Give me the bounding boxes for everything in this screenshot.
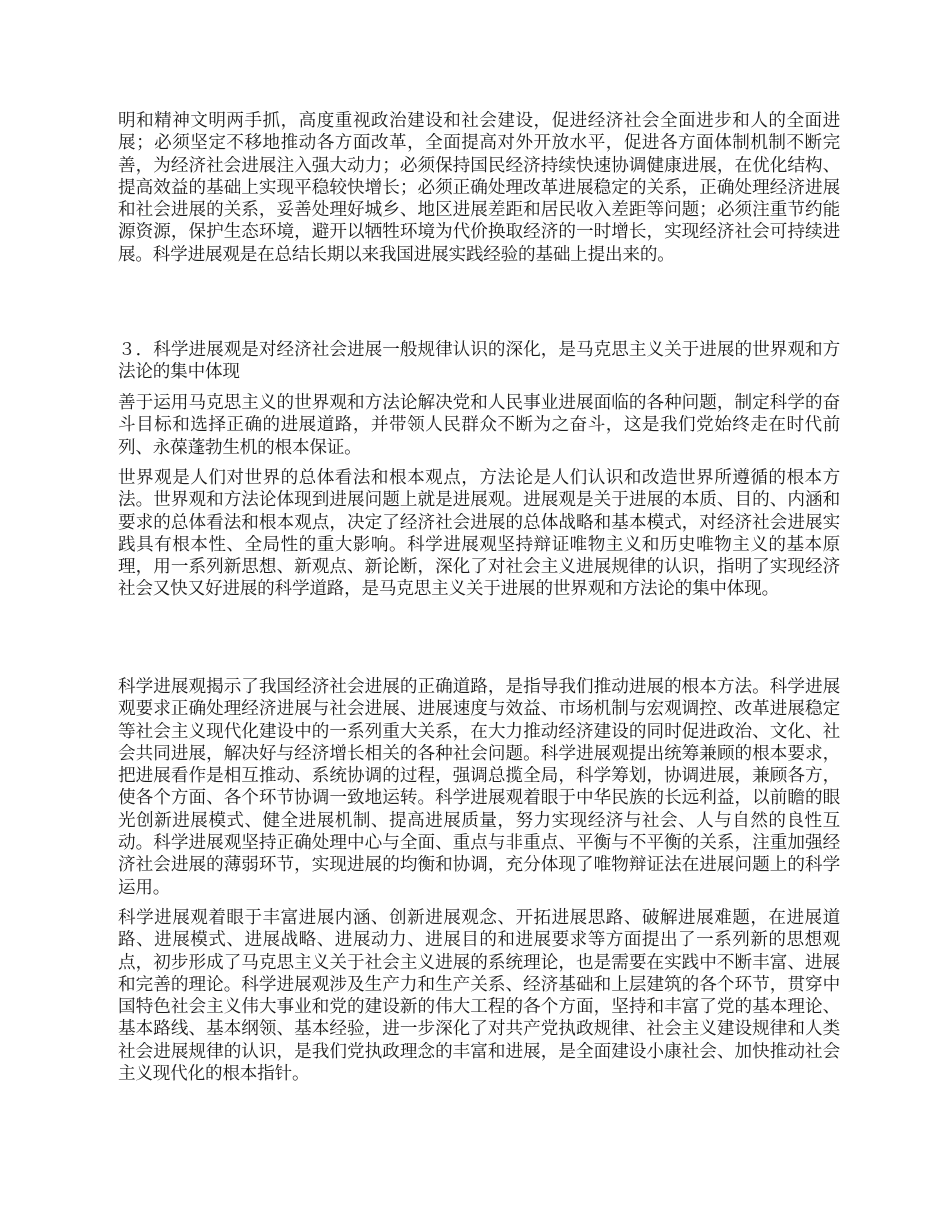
section-heading: ３．科学进展观是对经济社会进展一般规律认识的深化，是马克思主义关于进展的世界观和方法论的集中体现 <box>118 340 840 383</box>
paragraph: 明和精神文明两手抓，高度重视政治建设和社会建设，促进经济社会全面进步和人的全面进展；必须坚定不移地推动各方面改革，全面提高对外开放水平，促进各方面体制机制不断完善，为经济社会进展注入强大动力；必须保持国民经济持续快速协调健康进展，在优化结构、提高效益的基础上实现平稳较快增长；必须正确处理改革进展稳定的关系，正确处理经济进展和社会进展的关系，妥善处理好城乡、地区进展差距和居民收入差距等问题；必须注重节约能源资源，保护生态环境，避开以牺牲环境为代价换取经济的一时增长，实现经济社会可持续进展。科学进展观是在总结长期以来我国进展实践经验的基础上提出来的。 <box>118 111 840 265</box>
paragraph: 世界观是人们对世界的总体看法和根本观点，方法论是人们认识和改造世界所遵循的根本方法。世界观和方法论体现到进展问题上就是进展观。进展观是关于进展的本质、目的、内涵和要求的总体看法和根本观点，决定了经济社会进展的总体战略和基本模式，对经济社会进展实践具有根本性、全局性的重大影响。科学进展观坚持辩证唯物主义和历史唯物主义的基本原理，用一系列新思想、新观点、新论断，深化了对社会主义进展规律的认识，指明了实现经济社会又快又好进展的科学道路，是马克思主义关于进展的世界观和方法论的集中体现。 <box>118 468 840 600</box>
paragraph: 善于运用马克思主义的世界观和方法论解决党和人民事业进展面临的各种问题，制定科学的奋斗目标和选择正确的进展道路，并带领人民群众不断为之奋斗，这是我们党始终走在时代前列、永葆蓬勃生机的根本保证。 <box>118 393 840 458</box>
paragraph: 科学进展观着眼于丰富进展内涵、创新进展观念、开拓进展思路、破解进展难题，在进展道路、进展模式、进展战略、进展动力、进展目的和进展要求等方面提出了一系列新的思想观点，初步形成了马克思主义关于社会主义进展的系统理论，也是需要在实践中不断丰富、进展和完善的理论。科学进展观涉及生产力和生产关系、经济基础和上层建筑的各个环节，贯穿中国特色社会主义伟大事业和党的建设新的伟大工程的各个方面，坚持和丰富了党的基本理论、基本路线、基本纲领、基本经验，进一步深化了对共产党执政规律、社会主义建设规律和人类社会进展规律的认识，是我们党执政理念的丰富和进展，是全面建设小康社会、加快推动社会主义现代化的根本指针。 <box>118 908 840 1085</box>
paragraph: 科学进展观揭示了我国经济社会进展的正确道路，是指导我们推动进展的根本方法。科学进展观要求正确处理经济进展与社会进展、进展速度与效益、市场机制与宏观调控、改革进展稳定等社会主义现代化建设中的一系列重大关系，在大力推动经济建设的同时促进政治、文化、社会共同进展，解决好与经济增长相关的各种社会问题。科学进展观提出统筹兼顾的根本要求，把进展看作是相互推动、系统协调的过程，强调总揽全局，科学筹划，协调进展，兼顾各方，使各个方面、各个环节协调一致地运转。科学进展观着眼于中华民族的长远利益，以前瞻的眼光创新进展模式、健全进展机制、提高进展质量，努力实现经济与社会、人与自然的良性互动。科学进展观坚持正确处理中心与全面、重点与非重点、平衡与不平衡的关系，注重加强经济社会进展的薄弱环节，实现进展的均衡和协调，充分体现了唯物辩证法在进展问题上的科学运用。 <box>118 677 840 898</box>
